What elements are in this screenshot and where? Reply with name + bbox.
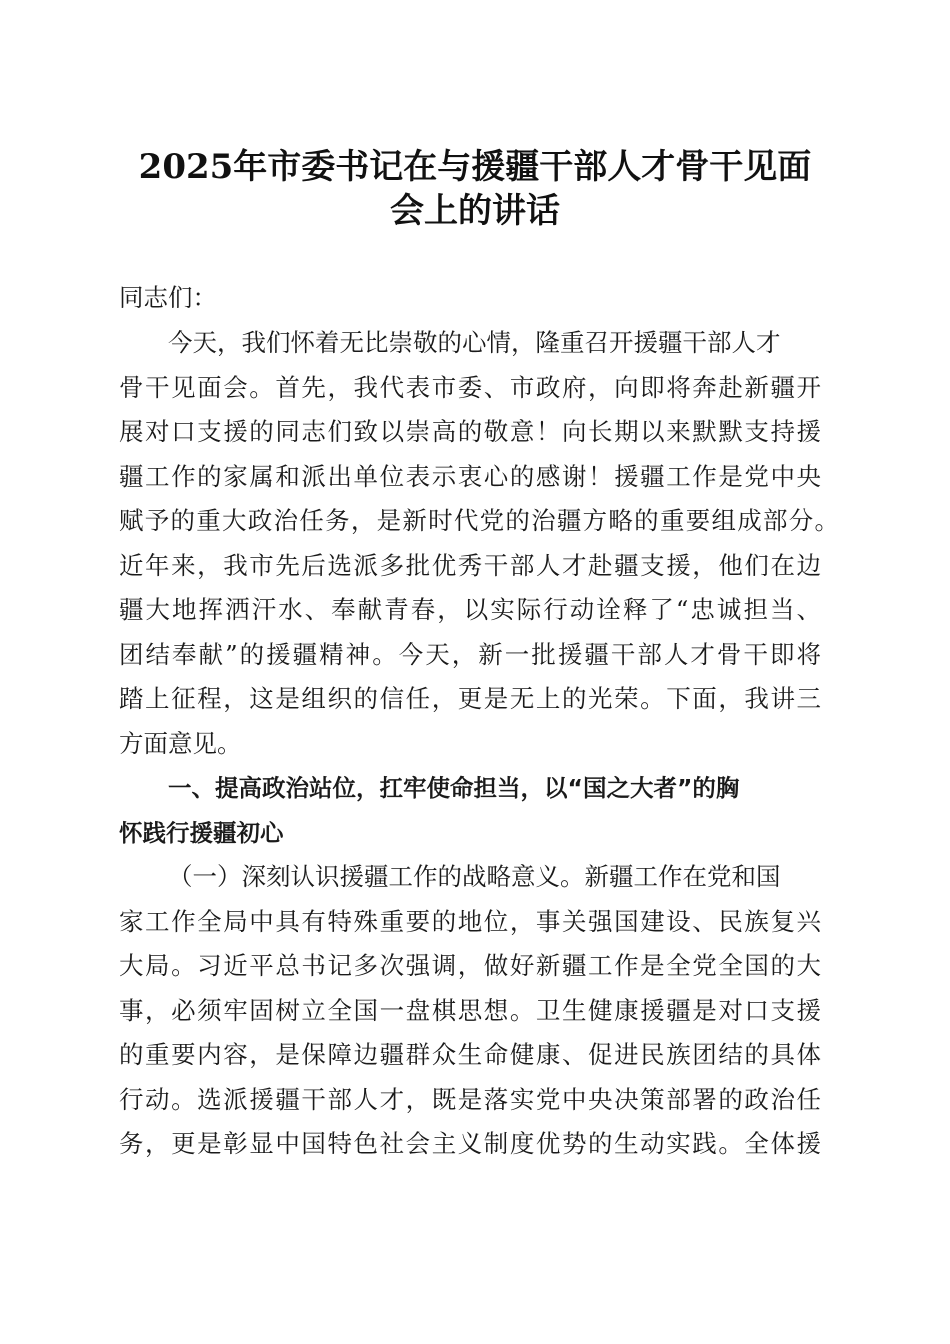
paragraph-line: 骨干见面会。首先，我代表市委、市政府，向即将奔赴新疆开 — [119, 373, 821, 402]
paragraph-line: 家工作全局中具有特殊重要的地位，事关强国建设、民族复兴 — [119, 907, 821, 936]
paragraph-line: 行动。选派援疆干部人才，既是落实党中央决策部署的政治任 — [119, 1085, 821, 1114]
section-heading-line: 怀践行援疆初心 — [119, 819, 284, 847]
paragraph-line: 疆工作的家属和派出单位表示衷心的感谢！援疆工作是党中央 — [119, 462, 821, 491]
paragraph-line: 今天，我们怀着无比崇敬的心情，隆重召开援疆干部人才 — [168, 328, 781, 357]
paragraph-line: 赋予的重大政治任务，是新时代党的治疆方略的重要组成部分。 — [119, 506, 839, 535]
paragraph-line: 踏上征程，这是组织的信任，更是无上的光荣。下面，我讲三 — [119, 684, 821, 713]
paragraph-line: 疆大地挥洒汗水、奉献青春，以实际行动诠释了“忠诚担当、 — [119, 595, 821, 624]
paragraph-line: 近年来，我市先后选派多批优秀干部人才赴疆支援，他们在边 — [119, 551, 821, 580]
paragraph-line: 的重要内容，是保障边疆群众生命健康、促进民族团结的具体 — [119, 1040, 821, 1069]
section-heading-line: 一、提高政治站位，扛牢使命担当，以“国之大者”的胸 — [168, 774, 740, 802]
paragraph-line: 大局。习近平总书记多次强调，做好新疆工作是全党全国的大 — [119, 951, 821, 980]
paragraph-line: 务，更是彰显中国特色社会主义制度优势的生动实践。全体援 — [119, 1129, 821, 1158]
paragraph-line: 方面意见。 — [119, 729, 242, 758]
document-title-line-1: 2025年市委书记在与援疆干部人才骨干见面 — [138, 147, 812, 187]
salutation: 同志们： — [119, 283, 217, 312]
paragraph-line: 事，必须牢固树立全国一盘棋思想。卫生健康援疆是对口支援 — [119, 996, 821, 1025]
document-title-line-2: 会上的讲话 — [390, 191, 560, 231]
paragraph-line: 团结奉献”的援疆精神。今天，新一批援疆干部人才骨干即将 — [119, 640, 821, 669]
paragraph-line: （一）深刻认识援疆工作的战略意义。新疆工作在党和国 — [168, 862, 781, 891]
paragraph-line: 展对口支援的同志们致以崇高的敬意！向长期以来默默支持援 — [119, 417, 821, 446]
